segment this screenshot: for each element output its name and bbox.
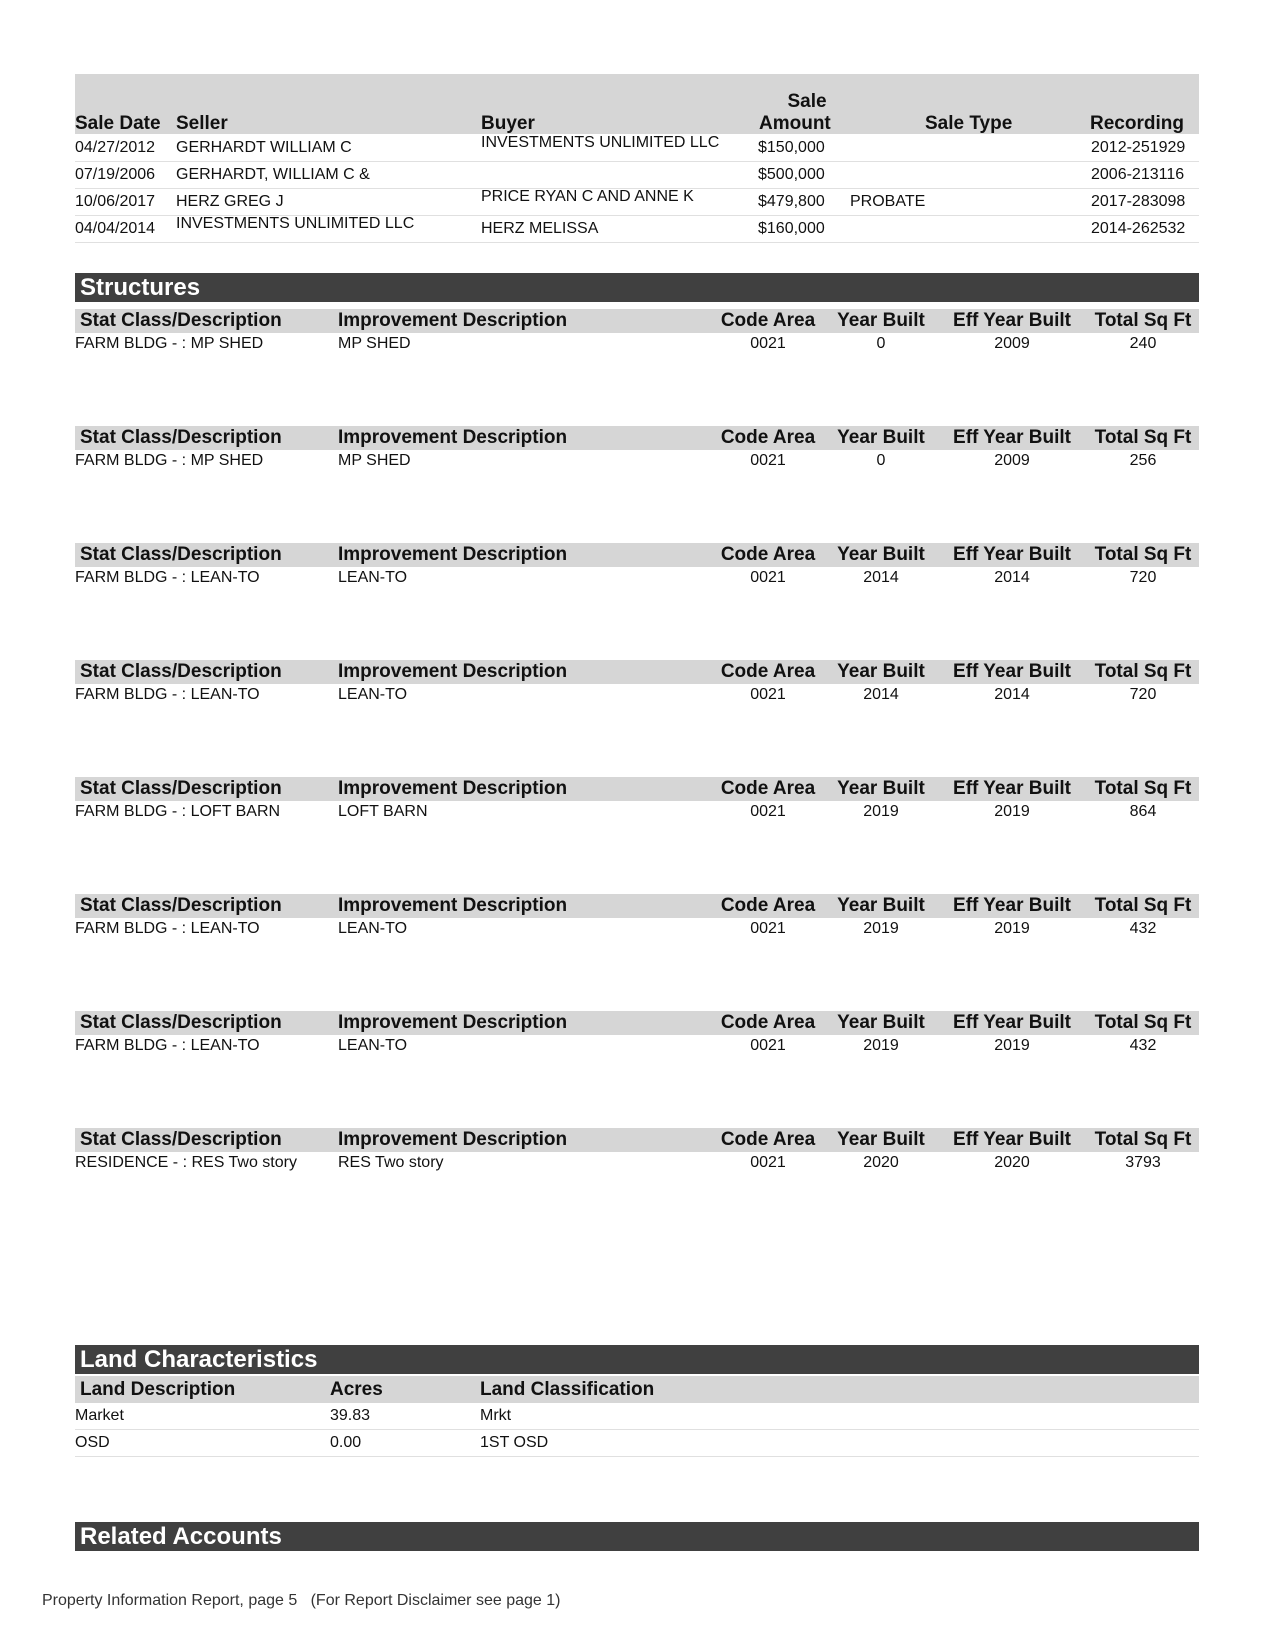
stat-class: FARM BLDG - : LOFT BARN xyxy=(75,803,281,820)
page-footer xyxy=(42,1592,560,1610)
code-area: 0021 xyxy=(750,920,786,937)
sale-date: 07/19/2006 xyxy=(75,166,156,183)
year-built-header: Year Built xyxy=(837,661,925,682)
land-classification: 1ST OSD xyxy=(480,1434,549,1451)
eff-year-built-header: Eff Year Built xyxy=(953,895,1071,916)
sale-seller: GERHARDT, WILLIAM C & xyxy=(176,166,370,183)
stat-class: RESIDENCE - : RES Two story xyxy=(75,1154,297,1171)
year-built: 0 xyxy=(876,335,886,352)
related-accounts-title: Related Accounts xyxy=(75,1522,1199,1551)
total-sq-ft: 720 xyxy=(1129,686,1157,703)
structure-header xyxy=(75,1011,1199,1035)
sale-seller: HERZ GREG J xyxy=(176,193,284,210)
acres-header: Acres xyxy=(330,1379,383,1400)
improvement-description-header: Improvement Description xyxy=(338,544,568,565)
improvement-description-header: Improvement Description xyxy=(338,1012,568,1033)
eff-year-built-header: Eff Year Built xyxy=(953,310,1071,331)
sale-buyer: HERZ MELISSA xyxy=(481,220,599,237)
sale-recording: 2014-262532 xyxy=(1091,220,1186,237)
stat-class-header: Stat Class/Description xyxy=(80,310,282,331)
code-area-header: Code Area xyxy=(720,661,816,682)
structure-header xyxy=(75,426,1199,450)
eff-year-built-header: Eff Year Built xyxy=(953,544,1071,565)
sale-recording: 2006-213116 xyxy=(1091,166,1185,183)
land-description: OSD xyxy=(75,1434,110,1451)
stat-class-header: Stat Class/Description xyxy=(80,427,282,448)
improvement-description-header: Improvement Description xyxy=(338,778,568,799)
improvement-description-header: Improvement Description xyxy=(338,661,568,682)
structure-header xyxy=(75,894,1199,918)
total-sq-ft-header: Total Sq Ft xyxy=(1094,310,1192,331)
improvement-description-header: Improvement Description xyxy=(338,427,568,448)
improvement-description: LEAN-TO xyxy=(338,1037,408,1054)
total-sq-ft-header: Total Sq Ft xyxy=(1094,778,1192,799)
total-sq-ft: 3793 xyxy=(1125,1154,1161,1171)
structure-row xyxy=(75,567,1199,589)
code-area: 0021 xyxy=(750,803,786,820)
land-acres: 0.00 xyxy=(330,1434,362,1451)
structure-header xyxy=(75,777,1199,801)
year-built: 2019 xyxy=(863,920,899,937)
eff-year-built: 2020 xyxy=(994,1154,1030,1171)
year-built: 2014 xyxy=(863,569,899,586)
buyer-header: Buyer xyxy=(481,113,535,134)
structure-row xyxy=(75,918,1199,940)
total-sq-ft-header: Total Sq Ft xyxy=(1094,1012,1192,1033)
code-area: 0021 xyxy=(750,335,786,352)
sale-date: 10/06/2017 xyxy=(75,193,156,210)
structure-row xyxy=(75,684,1199,706)
stat-class-header: Stat Class/Description xyxy=(80,544,282,565)
code-area-header: Code Area xyxy=(720,1012,816,1033)
year-built: 2019 xyxy=(863,1037,899,1054)
year-built: 0 xyxy=(876,452,886,469)
sale-seller: INVESTMENTS UNLIMITED LLC xyxy=(176,215,415,232)
sale-amount: $500,000 xyxy=(758,166,825,183)
improvement-description-header: Improvement Description xyxy=(338,310,568,331)
sale-buyer: INVESTMENTS UNLIMITED LLC xyxy=(481,134,720,151)
sale-amount: $160,000 xyxy=(758,220,825,237)
land-acres: 39.83 xyxy=(330,1407,371,1424)
sale-amount-header-line1: Sale xyxy=(787,91,827,112)
sale-row xyxy=(75,215,1199,243)
total-sq-ft: 864 xyxy=(1129,803,1157,820)
eff-year-built: 2014 xyxy=(994,569,1030,586)
improvement-description: RES Two story xyxy=(338,1154,444,1171)
code-area-header: Code Area xyxy=(720,427,816,448)
footer-page-label: Property Information Report, page 5 xyxy=(42,1592,298,1609)
total-sq-ft-header: Total Sq Ft xyxy=(1094,427,1192,448)
total-sq-ft-header: Total Sq Ft xyxy=(1094,544,1192,565)
sale-date-header: Sale Date xyxy=(75,113,161,134)
stat-class-header: Stat Class/Description xyxy=(80,661,282,682)
total-sq-ft-header: Total Sq Ft xyxy=(1094,895,1192,916)
recording-header: Recording xyxy=(1090,113,1184,134)
code-area: 0021 xyxy=(750,1037,786,1054)
eff-year-built-header: Eff Year Built xyxy=(953,1012,1071,1033)
sale-row xyxy=(75,134,1199,162)
land-classification: Mrkt xyxy=(480,1407,512,1424)
eff-year-built: 2014 xyxy=(994,686,1030,703)
sale-row xyxy=(75,161,1199,189)
total-sq-ft: 256 xyxy=(1129,452,1157,469)
year-built-header: Year Built xyxy=(837,778,925,799)
total-sq-ft: 720 xyxy=(1129,569,1157,586)
total-sq-ft: 432 xyxy=(1129,1037,1157,1054)
improvement-description: LEAN-TO xyxy=(338,686,408,703)
code-area-header: Code Area xyxy=(720,310,816,331)
stat-class: FARM BLDG - : MP SHED xyxy=(75,452,264,469)
stat-class: FARM BLDG - : LEAN-TO xyxy=(75,686,260,703)
land-characteristics-title: Land Characteristics xyxy=(75,1345,1199,1374)
improvement-description: MP SHED xyxy=(338,452,411,469)
stat-class-header: Stat Class/Description xyxy=(80,1012,282,1033)
year-built-header: Year Built xyxy=(837,895,925,916)
structure-row xyxy=(75,801,1199,823)
land-row xyxy=(75,1403,1199,1430)
sale-date: 04/04/2014 xyxy=(75,220,156,237)
eff-year-built-header: Eff Year Built xyxy=(953,778,1071,799)
code-area: 0021 xyxy=(750,569,786,586)
sale-recording: 2017-283098 xyxy=(1091,193,1186,210)
stat-class-header: Stat Class/Description xyxy=(80,778,282,799)
sale-type: PROBATE xyxy=(850,193,926,210)
stat-class-header: Stat Class/Description xyxy=(80,895,282,916)
structure-row xyxy=(75,1035,1199,1057)
improvement-description-header: Improvement Description xyxy=(338,1129,568,1150)
stat-class: FARM BLDG - : LEAN-TO xyxy=(75,1037,260,1054)
structure-header xyxy=(75,1128,1199,1152)
footer-disclaimer: (For Report Disclaimer see page 1) xyxy=(310,1592,561,1609)
total-sq-ft: 432 xyxy=(1129,920,1157,937)
stat-class-header: Stat Class/Description xyxy=(80,1129,282,1150)
year-built-header: Year Built xyxy=(837,544,925,565)
eff-year-built: 2009 xyxy=(994,452,1030,469)
eff-year-built: 2019 xyxy=(994,920,1030,937)
sale-amount-header-line2: Amount xyxy=(759,113,831,134)
sales-table-header xyxy=(75,74,1199,134)
year-built-header: Year Built xyxy=(837,310,925,331)
sale-seller: GERHARDT WILLIAM C xyxy=(176,139,352,156)
land-classification-header: Land Classification xyxy=(480,1379,655,1400)
structures-title: Structures xyxy=(75,273,1199,302)
sale-buyer: PRICE RYAN C AND ANNE K xyxy=(481,188,694,205)
improvement-description: LOFT BARN xyxy=(338,803,428,820)
structure-header xyxy=(75,309,1199,333)
eff-year-built-header: Eff Year Built xyxy=(953,427,1071,448)
seller-header: Seller xyxy=(176,113,228,134)
total-sq-ft-header: Total Sq Ft xyxy=(1094,1129,1192,1150)
land-table-header xyxy=(75,1376,1199,1403)
code-area: 0021 xyxy=(750,686,786,703)
eff-year-built-header: Eff Year Built xyxy=(953,1129,1071,1150)
sale-row xyxy=(75,188,1199,216)
total-sq-ft-header: Total Sq Ft xyxy=(1094,661,1192,682)
sale-type-header: Sale Type xyxy=(925,113,1013,134)
total-sq-ft: 240 xyxy=(1129,335,1157,352)
land-description-header: Land Description xyxy=(80,1379,236,1400)
year-built-header: Year Built xyxy=(837,1129,925,1150)
structure-row xyxy=(75,1152,1199,1174)
year-built-header: Year Built xyxy=(837,427,925,448)
structure-row xyxy=(75,450,1199,472)
land-row xyxy=(75,1430,1199,1457)
sale-date: 04/27/2012 xyxy=(75,139,156,156)
code-area-header: Code Area xyxy=(720,895,816,916)
year-built: 2020 xyxy=(863,1154,899,1171)
structure-header xyxy=(75,660,1199,684)
sale-recording: 2012-251929 xyxy=(1091,139,1186,156)
improvement-description: MP SHED xyxy=(338,335,411,352)
code-area-header: Code Area xyxy=(720,544,816,565)
eff-year-built: 2019 xyxy=(994,1037,1030,1054)
stat-class: FARM BLDG - : MP SHED xyxy=(75,335,264,352)
land-description: Market xyxy=(75,1407,124,1424)
structure-header xyxy=(75,543,1199,567)
eff-year-built: 2019 xyxy=(994,803,1030,820)
code-area-header: Code Area xyxy=(720,1129,816,1150)
year-built: 2019 xyxy=(863,803,899,820)
eff-year-built: 2009 xyxy=(994,335,1030,352)
year-built: 2014 xyxy=(863,686,899,703)
improvement-description-header: Improvement Description xyxy=(338,895,568,916)
improvement-description: LEAN-TO xyxy=(338,920,408,937)
sale-amount: $479,800 xyxy=(758,193,825,210)
structure-row xyxy=(75,333,1199,355)
stat-class: FARM BLDG - : LEAN-TO xyxy=(75,920,260,937)
code-area-header: Code Area xyxy=(720,778,816,799)
code-area: 0021 xyxy=(750,452,786,469)
improvement-description: LEAN-TO xyxy=(338,569,408,586)
eff-year-built-header: Eff Year Built xyxy=(953,661,1071,682)
stat-class: FARM BLDG - : LEAN-TO xyxy=(75,569,260,586)
code-area: 0021 xyxy=(750,1154,786,1171)
year-built-header: Year Built xyxy=(837,1012,925,1033)
sale-amount: $150,000 xyxy=(758,139,825,156)
